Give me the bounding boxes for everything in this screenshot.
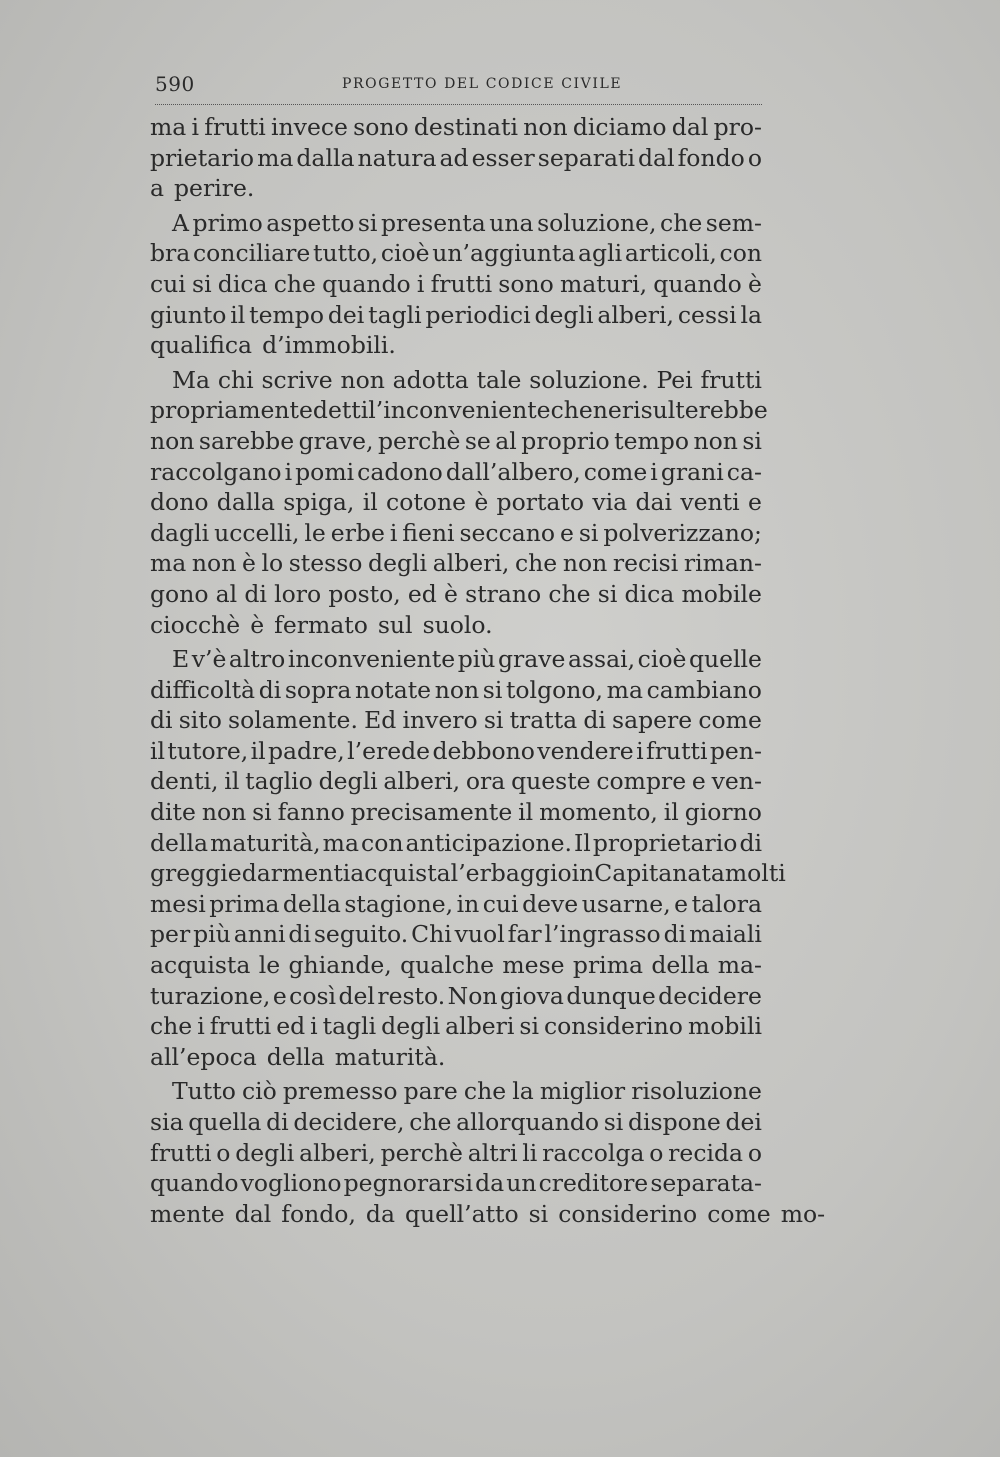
text-line: che i frutti ed i tagli degli alberi si considerino mobili xyxy=(150,1012,762,1041)
paragraph xyxy=(150,208,762,361)
text-line: sia quella di decidere, che allorquando si dispone dei xyxy=(150,1108,762,1136)
text-line: difficoltà di sopra notate non si tolgono, ma cambiano xyxy=(150,675,762,704)
page-number: 590 xyxy=(155,72,195,96)
page-header xyxy=(155,70,762,105)
text-line: acquista le ghiande, qualche mese prima della ma- xyxy=(150,951,762,980)
text-line: mesi prima della stagione, in cui deve usarne, e talora xyxy=(150,889,762,918)
text-line: ciocchè è fermato sul suolo. xyxy=(150,610,493,639)
text-line: all’epoca della maturità. xyxy=(150,1042,446,1071)
text-line: della maturità, ma con anticipazione. Il proprietario di xyxy=(150,828,762,857)
text-line: quando vogliono pegnorarsi da un creditore separata- xyxy=(150,1169,762,1198)
text-line: denti, il taglio degli alberi, ora queste compre e ven- xyxy=(150,767,762,796)
text-line: bra conciliare tutto, cioè un’aggiunta agli articoli, con xyxy=(150,239,762,268)
text-line: gono al di loro posto, ed è strano che si dica mobile xyxy=(150,579,762,608)
running-head: PROGETTO DEL CODICE CIVILE xyxy=(342,76,623,92)
text-line: giunto il tempo dei tagli periodici degli alberi, cessi la xyxy=(150,300,762,329)
text-line: dono dalla spiga, il cotone è portato via dai venti e xyxy=(150,488,762,517)
paragraph xyxy=(150,365,768,640)
text-line: il tutore, il padre, l’erede debbono vendere i frutti pen- xyxy=(150,736,762,765)
text-line: di sito solamente. Ed invero si tratta di sapere come xyxy=(150,706,762,735)
text-line: qualifica d’immobili. xyxy=(150,331,396,360)
text-line: dite non si fanno precisamente il momento, il giorno xyxy=(150,798,762,827)
text-line: propriamente detti l’inconveniente che ne risulterebbe xyxy=(150,396,768,425)
text-line: cui si dica che quando i frutti sono maturi, quando è xyxy=(150,269,762,298)
text-line: A primo aspetto si presenta una soluzione, che sem- xyxy=(172,208,762,237)
paragraph xyxy=(150,112,762,204)
text-line: prietario ma dalla natura ad esser separati dal fondo o xyxy=(150,143,762,172)
paragraph xyxy=(150,1076,826,1229)
text-line: ma non è lo stesso degli alberi, che non recisi riman- xyxy=(150,549,762,578)
text-line: Ma chi scrive non adotta tale soluzione. Pei frutti xyxy=(172,365,762,394)
text-line: mente dal fondo, da quell’atto si considerino come mo- xyxy=(150,1199,826,1228)
text-line: raccolgano i pomi cadono dall’albero, come i grani ca- xyxy=(150,457,762,486)
text-line: Tutto ciò premesso pare che la miglior risoluzione xyxy=(172,1077,762,1106)
text-line: dagli uccelli, le erbe i fieni seccano e si polverizzano; xyxy=(150,518,762,547)
text-line: E v’è altro inconveniente più grave assai, cioè quelle xyxy=(172,645,762,674)
body-text xyxy=(150,112,826,1229)
text-line: turazione, e così del resto. Non giova dunque decidere xyxy=(150,981,762,1010)
text-line: ma i frutti invece sono destinati non diciamo dal pro- xyxy=(150,113,762,141)
text-line: per più anni di seguito. Chi vuol far l’ingrasso di maiali xyxy=(150,920,762,949)
text-line: non sarebbe grave, perchè se al proprio tempo non si xyxy=(150,426,762,455)
text-line: a perire. xyxy=(150,174,255,203)
text-line: greggi ed armenti acquista l’erbaggio in Capitanata molti xyxy=(150,859,786,888)
text-line: frutti o degli alberi, perchè altri li raccolga o recida o xyxy=(150,1138,762,1167)
paragraph xyxy=(150,644,786,1072)
